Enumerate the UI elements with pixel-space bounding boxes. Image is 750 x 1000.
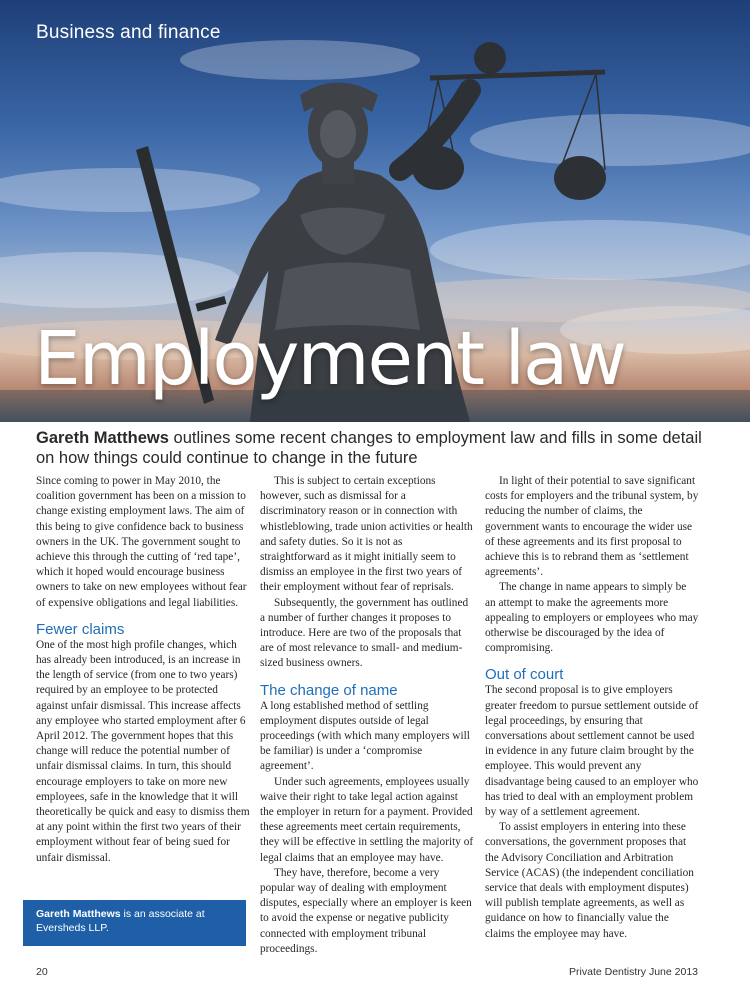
paragraph: They have, therefore, become a very popular way of dealing with employment disputes, especially where an employer is keen to avoid the expense or negative publicity connected with employment tribunal proceedings. bbox=[260, 866, 472, 955]
paragraph: To assist employers in entering into these conversations, the government proposes that the Advisory Conciliation and Arbitration Service (ACAS) (the independent conciliation service that deals with employment disputes) will publish template agreements, as well as guidance on how to financially value the claims the employee may have. bbox=[485, 821, 694, 940]
paragraph: Since coming to power in May 2010, the coalition government has been on a mission to change existing employment laws. The aim of this being to give confidence back to business owners in the UK. The government sought to achieve this through the cutting of ‘red tape’, which it hoped would encourage business owners to take on new employees without fear of expensive obligations and legal liabilities. bbox=[36, 475, 247, 609]
standfirst-text: outlines some recent changes to employment law and fills in some detail on how things could continue to change in the future bbox=[36, 429, 702, 467]
article-column-3 bbox=[485, 474, 699, 942]
bio-text: is an associate at Eversheds LLP. bbox=[36, 908, 205, 934]
paragraph: This is subject to certain exceptions however, such as dismissal for a discriminatory reason or in connection with whistleblowing, trade union activities or health and safety duties. So it is not as straightforward as it might initially seem to dismiss an employee in the first two years of their employment without fear of reprisals. bbox=[260, 475, 473, 594]
subheading-fewer-claims: Fewer claims bbox=[36, 620, 125, 638]
page-title: Employment law bbox=[34, 316, 625, 402]
paragraph: Subsequently, the government has outlined a number of further changes it proposes to introduce. Here are two of the proposals that are of most relevance to small- and medium-sized business owners. bbox=[260, 596, 469, 670]
standfirst bbox=[36, 428, 716, 468]
page-number: 20 bbox=[36, 966, 48, 978]
paragraph: One of the most high profile changes, which has already been introduced, is an increase in the length of service (from one to two years) required by an employee to be protected against unfair dismissal. This increase affects any employee who started employment after 6 April 2012. The government hopes that this change will reduce the potential number of unfair dismissal claims. In turn, this should encourage employers to take on more new employees, safe in the knowledge that it will theoretically be quick and easy to dismiss them at any point within the first two years of their employment without fear of being sued for unfair dismissal. bbox=[36, 638, 250, 864]
article-column-1 bbox=[36, 474, 250, 866]
subheading-change-of-name: The change of name bbox=[260, 681, 398, 699]
section-label: Business and finance bbox=[36, 22, 221, 43]
bio-author: Gareth Matthews bbox=[36, 908, 121, 920]
paragraph: In light of their potential to save significant costs for employers and the tribunal system, by reducing the number of claims, the government wants to encourage the wider use of these agreements and its first proposal to achieve this is to rebrand them as ‘settlement agreements’. bbox=[485, 475, 699, 579]
paragraph: The second proposal is to give employers greater freedom to pursue settlement outside of legal proceedings, by ensuring that conversations about settlement cannot be used in evidence in any future claim brought by the employee. This would prevent any disadvantage being caused to an employer who has tried to deal with an employment problem by way of a settlement agreement. bbox=[485, 684, 699, 819]
paragraph: Under such agreements, employees usually waive their right to take legal action against the employer in return for a payment. Provided these agreements meet certain requirements, they will be effective in settling the majority of legal claims that an employee may have. bbox=[260, 775, 474, 864]
author-bio-box bbox=[23, 900, 246, 946]
magazine-issue: Private Dentistry June 2013 bbox=[569, 966, 698, 978]
article-column-2 bbox=[260, 474, 474, 957]
paragraph: The change in name appears to simply be an attempt to make the agreements more appealing to employers or employees who may otherwise be discouraged by the idea of compromising. bbox=[485, 581, 699, 655]
hero-banner bbox=[0, 0, 750, 422]
subheading-out-of-court: Out of court bbox=[485, 666, 564, 684]
paragraph: A long established method of settling employment disputes outside of legal proceedings (with which many employers will be familiar) is under a ‘compromise agreement’. bbox=[260, 699, 470, 773]
standfirst-author: Gareth Matthews bbox=[36, 429, 169, 447]
